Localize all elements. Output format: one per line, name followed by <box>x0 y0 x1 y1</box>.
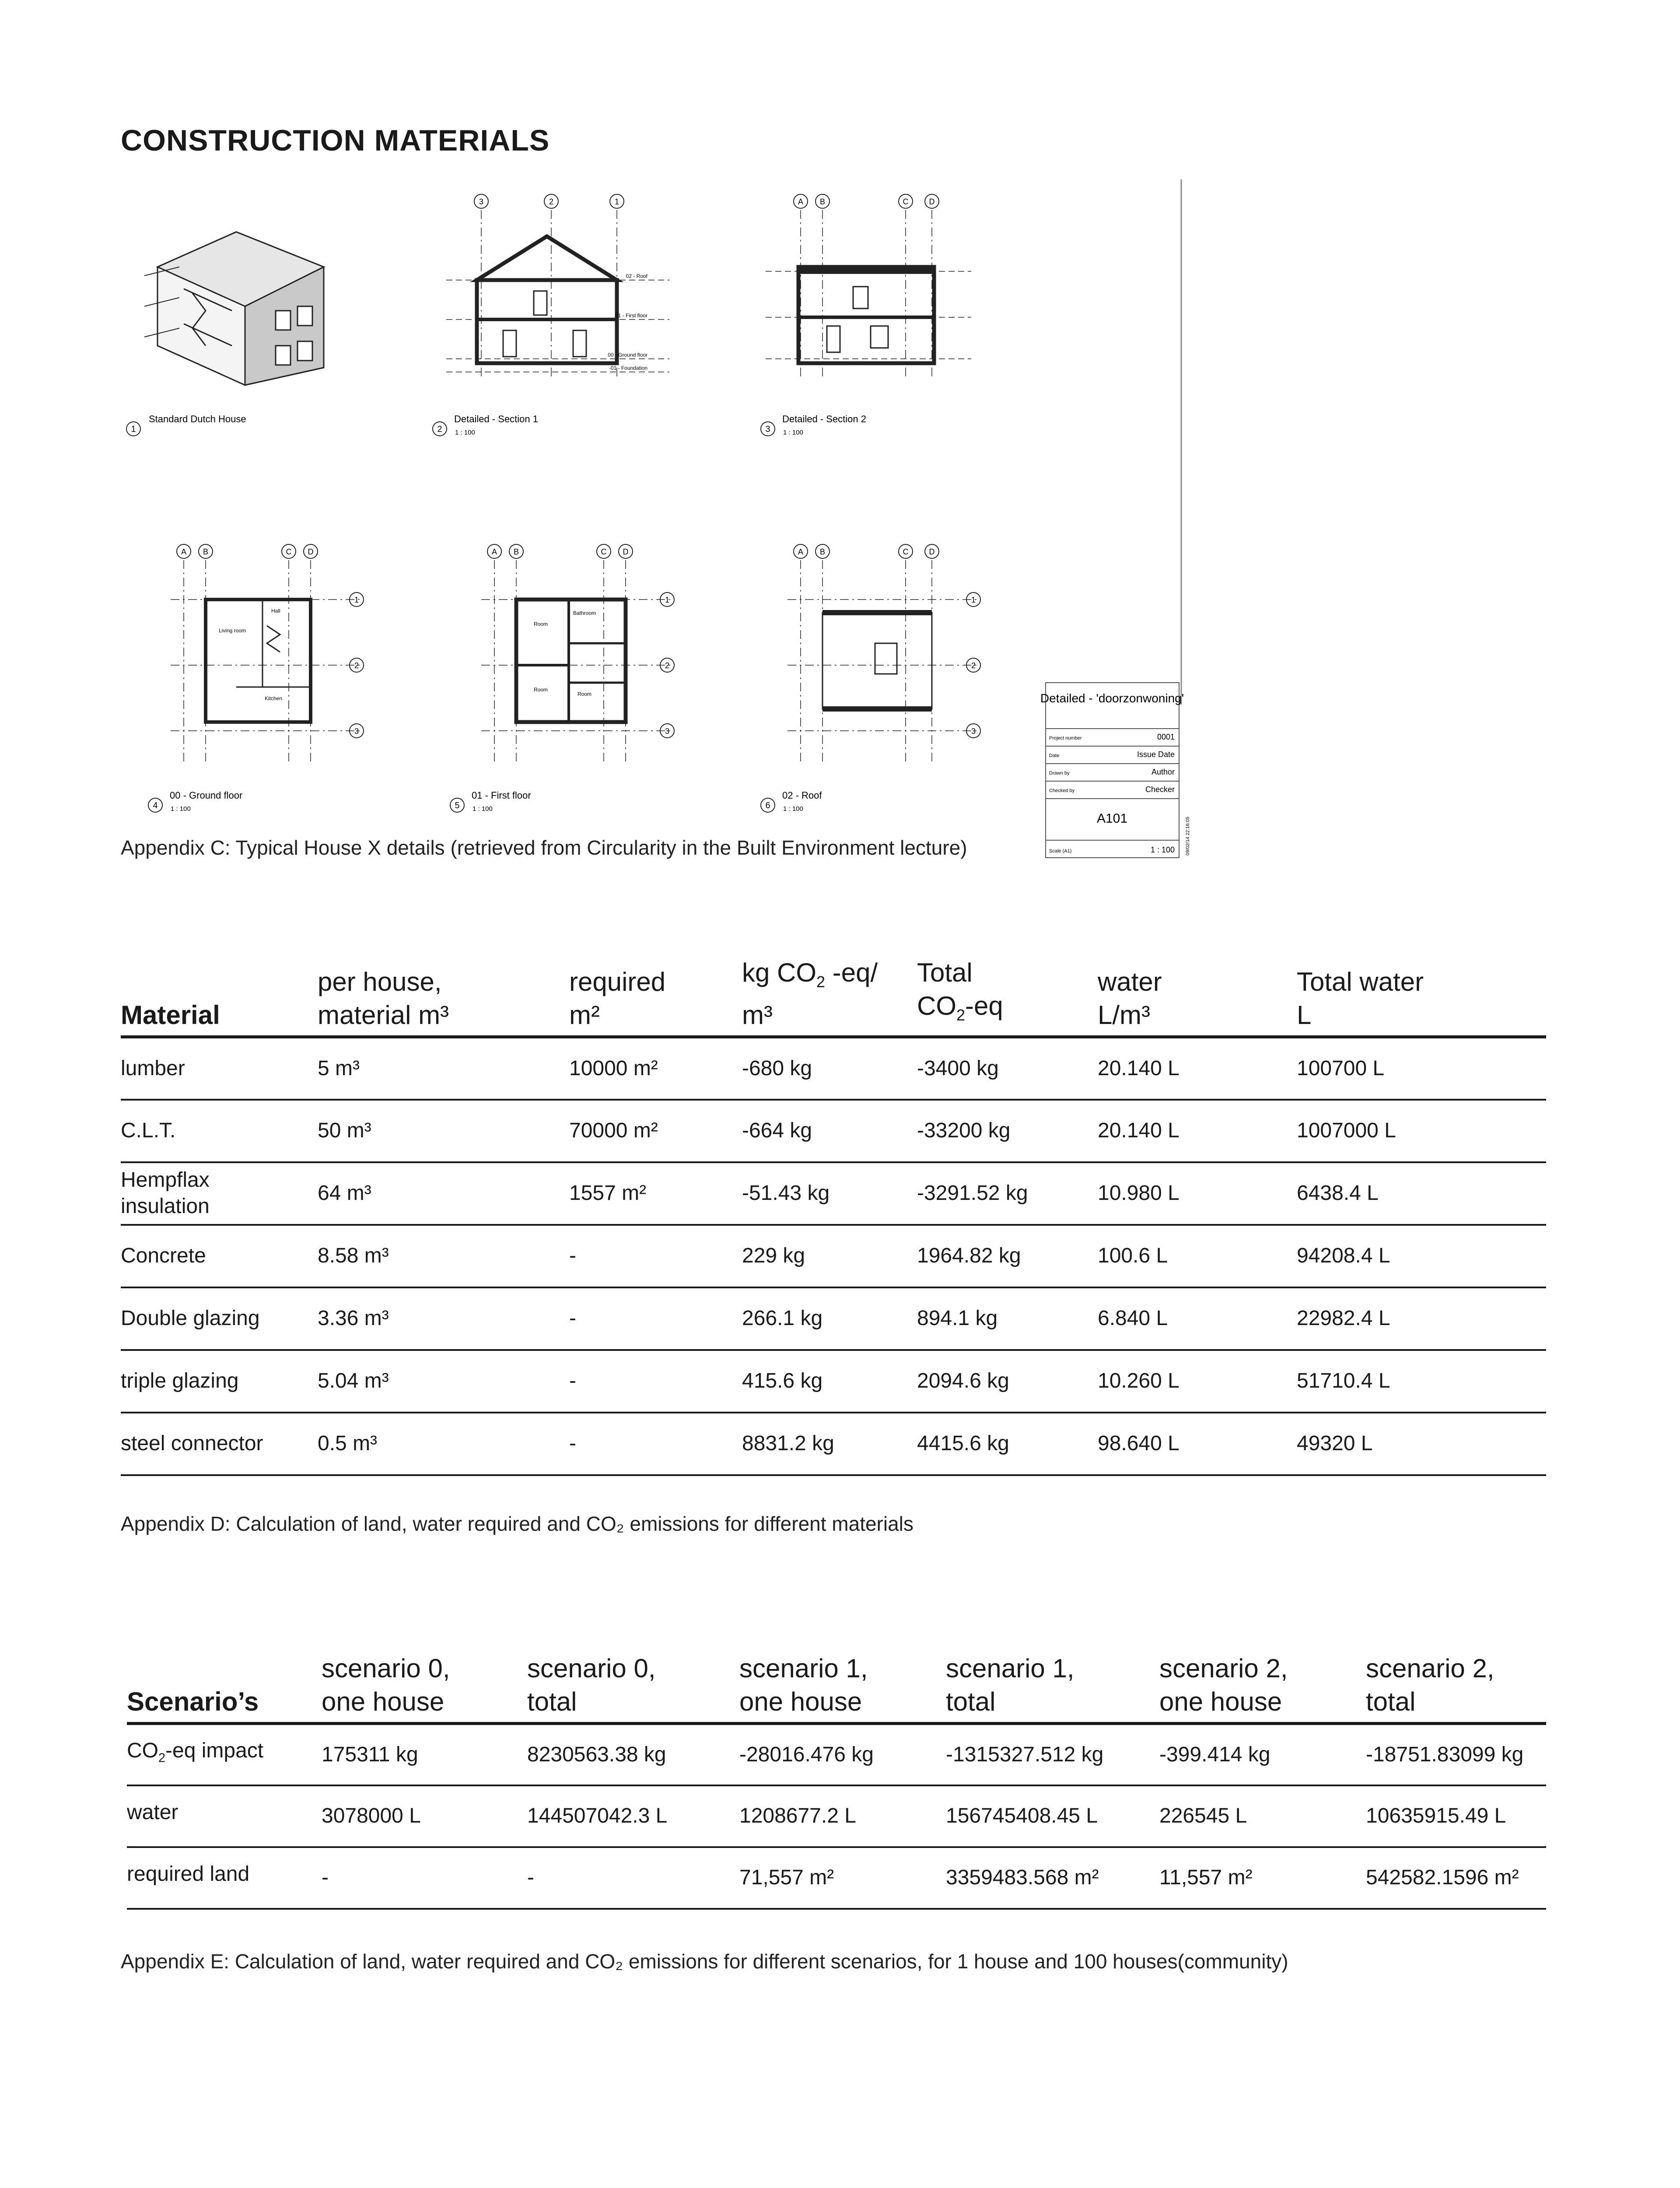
column-header-s1-one: scenario 1, one house <box>739 1652 946 1724</box>
cell-material: steel connector <box>121 1413 318 1475</box>
cell-s1-one: -28016.476 kg <box>739 1724 946 1785</box>
cell-kg-co2: 8831.2 kg <box>742 1413 917 1475</box>
table-row <box>121 1350 1546 1413</box>
room-label: Kitchen <box>265 695 283 701</box>
cell-per-house: 3.36 m³ <box>318 1287 569 1350</box>
cell-s1-one: 1208677.2 L <box>739 1785 946 1847</box>
cell-total-co2: -33200 kg <box>917 1100 1098 1162</box>
cell-scenario-label: water <box>127 1785 322 1847</box>
column-header-scenario: Scenario’s <box>127 1652 322 1724</box>
cell-total-water: 49320 L <box>1297 1413 1546 1475</box>
appendix-d-caption: Appendix D: Calculation of land, water required and CO₂ emissions for different materials <box>121 1512 914 1535</box>
column-header-per-house: per house, material m³ <box>318 956 569 1037</box>
grid-label: 1 <box>971 596 976 604</box>
cell-s0-total: 144507042.3 L <box>527 1785 739 1847</box>
grid-label: D <box>308 547 314 556</box>
cell-material: lumber <box>121 1037 318 1100</box>
grid-label: 1 <box>354 596 359 604</box>
table-row <box>121 1162 1546 1225</box>
cell-water: 20.140 L <box>1098 1037 1297 1100</box>
cell-required: - <box>569 1413 742 1475</box>
column-header-s0-total: scenario 0, total <box>527 1652 739 1724</box>
cell-required: - <box>569 1225 742 1287</box>
table-row <box>121 1413 1546 1475</box>
title-block-value: 0001 <box>1157 733 1175 741</box>
cell-water: 6.840 L <box>1098 1287 1297 1350</box>
title-block-value: Checker <box>1145 785 1175 794</box>
view-number: 5 <box>455 801 460 810</box>
column-header-kg-co2: kg $CO_2$ -eq/ m³ <box>742 956 917 1037</box>
grid-label: 1 <box>614 197 620 206</box>
grid-label: B <box>819 547 826 556</box>
cell-kg-co2: 415.6 kg <box>742 1350 917 1413</box>
view-number: 4 <box>153 801 158 810</box>
cell-per-house: 64 m³ <box>318 1162 569 1225</box>
grid-label: 1 <box>665 596 670 604</box>
cell-kg-co2: 229 kg <box>742 1225 917 1287</box>
title-block-value: 1 : 100 <box>1150 845 1175 854</box>
title-block-label: Project number <box>1049 736 1082 741</box>
column-header-s2-total: scenario 2, total <box>1366 1652 1546 1724</box>
cell-scenario-label: required land <box>127 1847 322 1909</box>
cell-total-water: 1007000 L <box>1297 1100 1546 1162</box>
cell-s0-one: 3078000 L <box>322 1785 527 1847</box>
section-1-view <box>446 210 669 376</box>
cell-s2-one: 226545 L <box>1159 1785 1366 1847</box>
house-3d-view <box>144 232 324 385</box>
room-label: Hall <box>271 608 280 614</box>
room-label: Room <box>534 687 548 693</box>
cell-total-co2: -3400 kg <box>917 1037 1098 1100</box>
table-row <box>127 1847 1546 1909</box>
grid-label: C <box>601 547 607 556</box>
cell-per-house: 0.5 m³ <box>318 1413 569 1475</box>
table-row <box>121 1100 1546 1162</box>
table-row <box>121 1287 1546 1350</box>
cell-total-co2: 894.1 kg <box>917 1287 1098 1350</box>
grid-label: B <box>819 197 826 206</box>
cell-per-house: 5 m³ <box>318 1037 569 1100</box>
column-header-s2-one: scenario 2, one house <box>1159 1652 1366 1724</box>
cell-total-water: 94208.4 L <box>1297 1225 1546 1287</box>
cell-water: 98.640 L <box>1098 1413 1297 1475</box>
appendix-c-caption: Appendix C: Typical House X details (retrieved from Circularity in the Built Environment lecture) <box>121 836 967 859</box>
cell-scenario-label: $CO_2-eq$ impact <box>127 1724 322 1785</box>
cell-per-house: 8.58 m³ <box>318 1225 569 1287</box>
column-header-material: Material <box>121 956 318 1037</box>
view-scale: 1 : 100 <box>171 805 191 813</box>
level-label: 00 - Ground floor <box>608 352 648 358</box>
grid-bubbles-section-2 <box>794 194 939 208</box>
cell-required: 1557 m² <box>569 1162 742 1225</box>
table-row <box>121 1225 1546 1287</box>
table-row <box>127 1785 1546 1847</box>
grid-label: C <box>903 547 909 556</box>
cell-water: 100.6 L <box>1098 1225 1297 1287</box>
ground-floor-plan <box>171 560 363 761</box>
title-block-label: Drawn by <box>1049 771 1070 776</box>
grid-label: 3 <box>479 197 484 206</box>
section-2-view <box>766 210 971 376</box>
view-label: 02 - Roof <box>782 790 822 801</box>
view-label: Standard Dutch House <box>149 414 246 424</box>
cell-required: - <box>569 1287 742 1350</box>
cell-kg-co2: -51.43 kg <box>742 1162 917 1225</box>
column-header-required: required m² <box>569 956 742 1037</box>
column-header-total-co2: Total $CO_2-eq$ <box>917 956 1098 1037</box>
grid-label: 3 <box>665 727 670 736</box>
sheet-number: A101 <box>1096 811 1128 826</box>
grid-label: 2 <box>549 197 554 206</box>
view-number: 1 <box>131 424 136 434</box>
cell-total-co2: 2094.6 kg <box>917 1350 1098 1413</box>
view-scale: 1 : 100 <box>472 805 493 813</box>
view-number: 2 <box>437 424 442 434</box>
cell-s1-one: 71,557 m² <box>739 1847 946 1909</box>
cell-water: 10.980 L <box>1098 1162 1297 1225</box>
cell-s1-total: 156745408.45 L <box>946 1785 1159 1847</box>
grid-label: B <box>203 547 209 556</box>
cell-s2-one: -399.414 kg <box>1159 1724 1366 1785</box>
cell-total-co2: -3291.52 kg <box>917 1162 1098 1225</box>
grid-label: C <box>903 197 909 206</box>
column-header-total-water: Total water L <box>1297 956 1546 1037</box>
view-label: Detailed - Section 1 <box>454 414 538 424</box>
title-block-label: Date <box>1049 753 1060 758</box>
grid-label: 2 <box>971 661 976 670</box>
grid-label: 2 <box>665 661 670 670</box>
title-block-label: Checked by <box>1049 788 1075 793</box>
cell-kg-co2: 266.1 kg <box>742 1287 917 1350</box>
view-scale: 1 : 100 <box>783 429 803 436</box>
cell-total-water: 6438.4 L <box>1297 1162 1546 1225</box>
cell-water: 20.140 L <box>1098 1100 1297 1162</box>
column-header-water: water L/m³ <box>1098 956 1297 1037</box>
cell-s0-total: 8230563.38 kg <box>527 1724 739 1785</box>
architectural-drawing-sheet <box>118 179 1194 862</box>
cell-material: triple glazing <box>121 1350 318 1413</box>
cell-required: - <box>569 1350 742 1413</box>
grid-label: 3 <box>354 727 359 736</box>
grid-label: D <box>929 547 935 556</box>
scenarios-table <box>127 1652 1546 1910</box>
grid-label: A <box>798 197 804 206</box>
grid-label: A <box>181 547 187 556</box>
table-row <box>127 1724 1546 1785</box>
view-scale: 1 : 100 <box>783 805 803 813</box>
cell-s1-total: 3359483.568 m² <box>946 1847 1159 1909</box>
level-label: 02 - Roof <box>626 273 648 279</box>
room-label: Room <box>578 691 592 697</box>
grid-label: D <box>623 547 629 556</box>
room-label: Bathroom <box>573 610 596 616</box>
level-label: 01 - First floor <box>615 312 648 319</box>
page-title: CONSTRUCTION MATERIALS <box>121 124 550 157</box>
table-header-row <box>121 956 1546 1037</box>
title-block-value: Issue Date <box>1137 750 1175 759</box>
table-header-row <box>127 1652 1546 1724</box>
grid-label: 2 <box>354 661 359 670</box>
cell-material: C.L.T. <box>121 1100 318 1162</box>
cell-s0-one: - <box>322 1847 527 1909</box>
column-header-s1-total: scenario 1, total <box>946 1652 1159 1724</box>
cell-kg-co2: -680 kg <box>742 1037 917 1100</box>
cell-s0-total: - <box>527 1847 739 1909</box>
grid-label: D <box>929 197 935 206</box>
view-label: 00 - Ground floor <box>170 790 243 801</box>
view-number: 6 <box>765 801 770 810</box>
level-label: -01 - Foundation <box>609 365 648 371</box>
room-label: Living room <box>219 628 246 634</box>
title-block-label: Scale (A1) <box>1049 849 1072 854</box>
materials-table <box>121 956 1546 1476</box>
title-block-stamp: 09/02/14 22:16:05 <box>1185 817 1190 856</box>
cell-material: Double glazing <box>121 1287 318 1350</box>
view-label: Detailed - Section 2 <box>782 414 866 424</box>
cell-required: 70000 m² <box>569 1100 742 1162</box>
cell-per-house: 50 m³ <box>318 1100 569 1162</box>
view-scale: 1 : 100 <box>455 429 475 436</box>
grid-label: B <box>513 547 519 556</box>
grid-label: A <box>491 547 497 556</box>
grid-label: C <box>286 547 292 556</box>
cell-s2-one: 11,557 m² <box>1159 1847 1366 1909</box>
cell-kg-co2: -664 kg <box>742 1100 917 1162</box>
cell-water: 10.260 L <box>1098 1350 1297 1413</box>
title-block-title: Detailed - 'doorzonwoning' <box>1040 691 1184 705</box>
view-label: 01 - First floor <box>472 790 531 801</box>
cell-total-co2: 4415.6 kg <box>917 1413 1098 1475</box>
cell-total-water: 22982.4 L <box>1297 1287 1546 1350</box>
cell-material: Concrete <box>121 1225 318 1287</box>
cell-required: 10000 m² <box>569 1037 742 1100</box>
cell-material: Hempflax insulation <box>121 1162 318 1225</box>
cell-total-co2: 1964.82 kg <box>917 1225 1098 1287</box>
title-block-value: Author <box>1151 768 1175 776</box>
cell-s1-total: -1315327.512 kg <box>946 1724 1159 1785</box>
table-row <box>121 1037 1546 1100</box>
roof-plan <box>788 560 980 761</box>
cell-s2-total: 10635915.49 L <box>1366 1785 1546 1847</box>
cell-total-water: 51710.4 L <box>1297 1350 1546 1413</box>
column-header-s0-one: scenario 0, one house <box>322 1652 527 1724</box>
appendix-e-caption: Appendix E: Calculation of land, water required and CO₂ emissions for different scenarios, for 1 house and 100 houses(community) <box>121 1950 1288 1973</box>
room-label: Room <box>534 621 548 627</box>
view-number: 3 <box>765 424 770 434</box>
grid-label: 3 <box>971 727 976 736</box>
cell-s2-total: 542582.1596 m² <box>1366 1847 1546 1909</box>
grid-label: A <box>798 547 804 556</box>
cell-s0-one: 175311 kg <box>322 1724 527 1785</box>
first-floor-plan <box>481 560 674 761</box>
cell-per-house: 5.04 m³ <box>318 1350 569 1413</box>
cell-total-water: 100700 L <box>1297 1037 1546 1100</box>
cell-s2-total: -18751.83099 kg <box>1366 1724 1546 1785</box>
